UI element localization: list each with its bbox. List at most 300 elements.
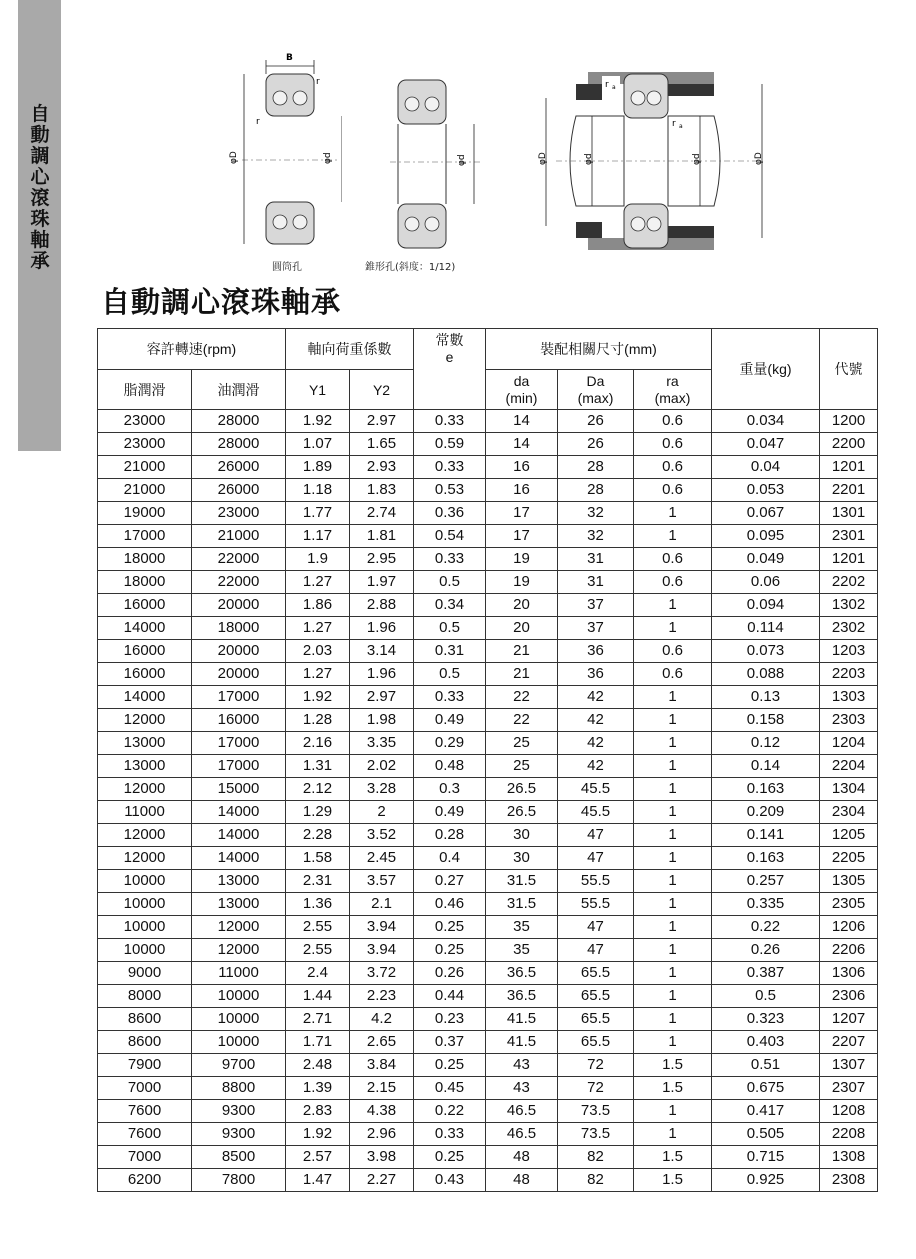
cell-oil: 12000 bbox=[192, 916, 286, 939]
header-constant-label: 常數 bbox=[435, 332, 464, 348]
cell-code: 1303 bbox=[820, 686, 878, 709]
cell-grease: 21000 bbox=[98, 456, 192, 479]
cell-code: 1207 bbox=[820, 1008, 878, 1031]
cell-da-min: 17 bbox=[486, 525, 558, 548]
table-row bbox=[98, 1146, 878, 1169]
cell-Da-max: 72 bbox=[558, 1077, 634, 1100]
table-row bbox=[98, 640, 878, 663]
cell-grease: 18000 bbox=[98, 548, 192, 571]
cell-ra-max: 1 bbox=[634, 709, 712, 732]
cell-grease: 13000 bbox=[98, 732, 192, 755]
cell-e: 0.25 bbox=[414, 1146, 486, 1169]
cell-y2: 3.94 bbox=[350, 916, 414, 939]
cell-grease: 10000 bbox=[98, 870, 192, 893]
cell-ra-max: 0.6 bbox=[634, 548, 712, 571]
cell-e: 0.29 bbox=[414, 732, 486, 755]
cell-grease: 10000 bbox=[98, 916, 192, 939]
cell-weight: 0.715 bbox=[712, 1146, 820, 1169]
cell-e: 0.45 bbox=[414, 1077, 486, 1100]
cell-oil: 28000 bbox=[192, 433, 286, 456]
cell-Da-max: 65.5 bbox=[558, 1031, 634, 1054]
cell-da-min: 22 bbox=[486, 709, 558, 732]
cell-y1: 2.55 bbox=[286, 916, 350, 939]
cell-grease: 19000 bbox=[98, 502, 192, 525]
table-row bbox=[98, 985, 878, 1008]
header-weight: 重量(kg) bbox=[712, 329, 820, 410]
cell-e: 0.33 bbox=[414, 686, 486, 709]
header-mounting-group: 裝配相關尺寸(mm) bbox=[486, 329, 712, 370]
cell-weight: 0.13 bbox=[712, 686, 820, 709]
cell-code: 2203 bbox=[820, 663, 878, 686]
cell-code: 1201 bbox=[820, 548, 878, 571]
cell-weight: 0.049 bbox=[712, 548, 820, 571]
cell-y2: 2.02 bbox=[350, 755, 414, 778]
table-row bbox=[98, 916, 878, 939]
cell-ra-max: 1 bbox=[634, 502, 712, 525]
cell-da-min: 19 bbox=[486, 548, 558, 571]
table-row bbox=[98, 1054, 878, 1077]
cell-y2: 3.98 bbox=[350, 1146, 414, 1169]
cell-weight: 0.073 bbox=[712, 640, 820, 663]
header-da bbox=[486, 370, 558, 410]
header-axial-load-group: 軸向荷重係數 bbox=[286, 329, 414, 370]
cell-grease: 8600 bbox=[98, 1031, 192, 1054]
cell-e: 0.33 bbox=[414, 410, 486, 433]
cell-Da-max: 72 bbox=[558, 1054, 634, 1077]
cell-Da-max: 82 bbox=[558, 1146, 634, 1169]
cell-oil: 28000 bbox=[192, 410, 286, 433]
cell-oil: 9300 bbox=[192, 1100, 286, 1123]
cell-Da-max: 32 bbox=[558, 525, 634, 548]
cell-weight: 0.22 bbox=[712, 916, 820, 939]
cell-e: 0.5 bbox=[414, 571, 486, 594]
cell-e: 0.49 bbox=[414, 709, 486, 732]
label-ra-top: r bbox=[605, 80, 609, 90]
cell-oil: 11000 bbox=[192, 962, 286, 985]
cell-y1: 1.27 bbox=[286, 571, 350, 594]
cell-oil: 17000 bbox=[192, 686, 286, 709]
cell-Da-max: 47 bbox=[558, 847, 634, 870]
cell-y1: 1.92 bbox=[286, 410, 350, 433]
cell-da-min: 41.5 bbox=[486, 1008, 558, 1031]
cell-code: 1307 bbox=[820, 1054, 878, 1077]
cell-e: 0.36 bbox=[414, 502, 486, 525]
label-phi-d-outer: φD bbox=[229, 151, 239, 164]
cell-ra-max: 1 bbox=[634, 893, 712, 916]
cell-y1: 2.48 bbox=[286, 1054, 350, 1077]
cell-y1: 1.9 bbox=[286, 548, 350, 571]
header-constant-e: e bbox=[445, 349, 454, 365]
cell-ra-max: 1 bbox=[634, 1031, 712, 1054]
cell-y2: 3.28 bbox=[350, 778, 414, 801]
cell-y2: 3.14 bbox=[350, 640, 414, 663]
cell-y2: 2.45 bbox=[350, 847, 414, 870]
cell-ra-max: 0.6 bbox=[634, 456, 712, 479]
table-row bbox=[98, 1077, 878, 1100]
cell-grease: 23000 bbox=[98, 433, 192, 456]
table-row bbox=[98, 686, 878, 709]
cell-weight: 0.163 bbox=[712, 778, 820, 801]
cell-oil: 17000 bbox=[192, 755, 286, 778]
cell-da-min: 25 bbox=[486, 732, 558, 755]
cell-code: 1208 bbox=[820, 1100, 878, 1123]
cell-y2: 2.65 bbox=[350, 1031, 414, 1054]
table-row bbox=[98, 594, 878, 617]
table-row bbox=[98, 410, 878, 433]
cell-oil: 16000 bbox=[192, 709, 286, 732]
cell-y1: 2.12 bbox=[286, 778, 350, 801]
cell-Da-max: 31 bbox=[558, 571, 634, 594]
cell-code: 2302 bbox=[820, 617, 878, 640]
label-ra-right: r bbox=[672, 119, 676, 129]
cell-Da-max: 42 bbox=[558, 755, 634, 778]
cell-y2: 1.97 bbox=[350, 571, 414, 594]
cell-y2: 3.72 bbox=[350, 962, 414, 985]
cell-Da-max: 55.5 bbox=[558, 893, 634, 916]
cell-Da-max: 37 bbox=[558, 617, 634, 640]
cell-code: 2200 bbox=[820, 433, 878, 456]
cell-ra-max: 1 bbox=[634, 732, 712, 755]
header-ra-sub: (max) bbox=[654, 389, 691, 406]
cell-oil: 9700 bbox=[192, 1054, 286, 1077]
table-row bbox=[98, 663, 878, 686]
cell-weight: 0.257 bbox=[712, 870, 820, 893]
cell-y2: 3.84 bbox=[350, 1054, 414, 1077]
cell-da-min: 16 bbox=[486, 456, 558, 479]
cell-oil: 7800 bbox=[192, 1169, 286, 1192]
cell-e: 0.5 bbox=[414, 617, 486, 640]
cell-da-min: 21 bbox=[486, 640, 558, 663]
cell-Da-max: 28 bbox=[558, 479, 634, 502]
header-ra bbox=[634, 370, 712, 410]
cell-code: 1200 bbox=[820, 410, 878, 433]
cell-grease: 6200 bbox=[98, 1169, 192, 1192]
cell-grease: 7000 bbox=[98, 1077, 192, 1100]
cell-code: 2201 bbox=[820, 479, 878, 502]
cell-y1: 1.39 bbox=[286, 1077, 350, 1100]
table-row bbox=[98, 824, 878, 847]
cell-grease: 7600 bbox=[98, 1123, 192, 1146]
cell-y2: 2.96 bbox=[350, 1123, 414, 1146]
cell-y2: 2.27 bbox=[350, 1169, 414, 1192]
header-code: 代號 bbox=[820, 329, 878, 410]
cell-grease: 10000 bbox=[98, 939, 192, 962]
cell-weight: 0.067 bbox=[712, 502, 820, 525]
cell-e: 0.49 bbox=[414, 801, 486, 824]
cell-y2: 3.52 bbox=[350, 824, 414, 847]
cell-y1: 1.18 bbox=[286, 479, 350, 502]
cell-weight: 0.158 bbox=[712, 709, 820, 732]
cell-da-min: 26.5 bbox=[486, 778, 558, 801]
cell-da-min: 22 bbox=[486, 686, 558, 709]
table-row bbox=[98, 732, 878, 755]
cell-Da-max: 42 bbox=[558, 686, 634, 709]
cell-e: 0.37 bbox=[414, 1031, 486, 1054]
cell-ra-max: 1.5 bbox=[634, 1077, 712, 1100]
cell-da-min: 14 bbox=[486, 410, 558, 433]
cell-Da-max: 32 bbox=[558, 502, 634, 525]
cell-y1: 2.03 bbox=[286, 640, 350, 663]
label-phi-da-outer-left: φD bbox=[538, 152, 548, 165]
tapered-bore-diagram bbox=[390, 78, 480, 250]
page-title: 自動調心滾珠軸承 bbox=[101, 285, 342, 319]
cell-ra-max: 1 bbox=[634, 962, 712, 985]
table-row bbox=[98, 433, 878, 456]
cell-Da-max: 47 bbox=[558, 916, 634, 939]
cell-y2: 1.65 bbox=[350, 433, 414, 456]
cell-ra-max: 1 bbox=[634, 755, 712, 778]
cell-y1: 1.27 bbox=[286, 617, 350, 640]
cell-ra-max: 1 bbox=[634, 1008, 712, 1031]
cell-grease: 7000 bbox=[98, 1146, 192, 1169]
cell-y1: 1.31 bbox=[286, 755, 350, 778]
cell-Da-max: 55.5 bbox=[558, 870, 634, 893]
cell-da-min: 35 bbox=[486, 939, 558, 962]
cell-ra-max: 1 bbox=[634, 594, 712, 617]
cell-Da-max: 37 bbox=[558, 594, 634, 617]
cell-ra-max: 1 bbox=[634, 824, 712, 847]
label-ra-right-sub: a bbox=[679, 123, 683, 130]
cell-weight: 0.417 bbox=[712, 1100, 820, 1123]
cell-grease: 11000 bbox=[98, 801, 192, 824]
cell-code: 2304 bbox=[820, 801, 878, 824]
cell-weight: 0.047 bbox=[712, 433, 820, 456]
cell-weight: 0.14 bbox=[712, 755, 820, 778]
cell-da-min: 36.5 bbox=[486, 962, 558, 985]
cell-weight: 0.141 bbox=[712, 824, 820, 847]
cell-da-min: 43 bbox=[486, 1077, 558, 1100]
cell-y1: 2.57 bbox=[286, 1146, 350, 1169]
cell-ra-max: 1 bbox=[634, 525, 712, 548]
cell-da-min: 30 bbox=[486, 824, 558, 847]
cell-oil: 26000 bbox=[192, 479, 286, 502]
cell-code: 1304 bbox=[820, 778, 878, 801]
cell-e: 0.33 bbox=[414, 548, 486, 571]
label-phi-da-shaft: φd bbox=[584, 153, 594, 165]
cell-code: 2301 bbox=[820, 525, 878, 548]
cell-ra-max: 1 bbox=[634, 801, 712, 824]
cell-weight: 0.505 bbox=[712, 1123, 820, 1146]
cell-grease: 21000 bbox=[98, 479, 192, 502]
cell-y1: 1.71 bbox=[286, 1031, 350, 1054]
cell-grease: 13000 bbox=[98, 755, 192, 778]
cell-oil: 23000 bbox=[192, 502, 286, 525]
cell-y1: 1.28 bbox=[286, 709, 350, 732]
table-row bbox=[98, 847, 878, 870]
cell-code: 2208 bbox=[820, 1123, 878, 1146]
cell-code: 2202 bbox=[820, 571, 878, 594]
cell-Da-max: 42 bbox=[558, 732, 634, 755]
cell-code: 2305 bbox=[820, 893, 878, 916]
cell-code: 1206 bbox=[820, 916, 878, 939]
cell-oil: 14000 bbox=[192, 801, 286, 824]
cell-y2: 1.81 bbox=[350, 525, 414, 548]
cell-y2: 2.15 bbox=[350, 1077, 414, 1100]
cell-weight: 0.088 bbox=[712, 663, 820, 686]
mounting-dimension-diagram bbox=[526, 70, 778, 252]
label-b: B bbox=[286, 53, 293, 63]
cell-y1: 2.55 bbox=[286, 939, 350, 962]
cell-e: 0.43 bbox=[414, 1169, 486, 1192]
cell-oil: 10000 bbox=[192, 1031, 286, 1054]
cell-code: 1302 bbox=[820, 594, 878, 617]
cell-y2: 3.94 bbox=[350, 939, 414, 962]
cell-da-min: 48 bbox=[486, 1146, 558, 1169]
cell-y1: 1.27 bbox=[286, 663, 350, 686]
cell-y1: 2.83 bbox=[286, 1100, 350, 1123]
table-row bbox=[98, 548, 878, 571]
cell-da-min: 35 bbox=[486, 916, 558, 939]
header-constant bbox=[414, 329, 486, 410]
cell-e: 0.25 bbox=[414, 1054, 486, 1077]
cell-weight: 0.925 bbox=[712, 1169, 820, 1192]
table-row bbox=[98, 1031, 878, 1054]
caption-tapered-bore: 錐形孔(斜度：1/12) bbox=[365, 262, 456, 273]
cell-y1: 2.16 bbox=[286, 732, 350, 755]
cell-grease: 12000 bbox=[98, 824, 192, 847]
cell-y1: 1.44 bbox=[286, 985, 350, 1008]
cell-e: 0.31 bbox=[414, 640, 486, 663]
cell-da-min: 43 bbox=[486, 1054, 558, 1077]
cell-grease: 12000 bbox=[98, 778, 192, 801]
cell-Da-max: 45.5 bbox=[558, 801, 634, 824]
cell-grease: 12000 bbox=[98, 709, 192, 732]
cell-da-min: 26.5 bbox=[486, 801, 558, 824]
cell-y1: 1.86 bbox=[286, 594, 350, 617]
cell-y2: 1.96 bbox=[350, 617, 414, 640]
cell-e: 0.25 bbox=[414, 916, 486, 939]
cell-e: 0.44 bbox=[414, 985, 486, 1008]
cell-weight: 0.163 bbox=[712, 847, 820, 870]
cell-e: 0.33 bbox=[414, 456, 486, 479]
cell-oil: 15000 bbox=[192, 778, 286, 801]
cell-da-min: 36.5 bbox=[486, 985, 558, 1008]
label-phi-d-inner: φd bbox=[323, 152, 333, 164]
cell-e: 0.54 bbox=[414, 525, 486, 548]
cell-oil: 22000 bbox=[192, 571, 286, 594]
cell-weight: 0.034 bbox=[712, 410, 820, 433]
cell-Da-max: 47 bbox=[558, 824, 634, 847]
header-Da bbox=[558, 370, 634, 410]
cell-code: 1205 bbox=[820, 824, 878, 847]
caption-cylindrical-bore: 圓筒孔 bbox=[272, 262, 302, 273]
cell-oil: 22000 bbox=[192, 548, 286, 571]
cell-ra-max: 1 bbox=[634, 778, 712, 801]
cell-code: 1204 bbox=[820, 732, 878, 755]
cell-ra-max: 1 bbox=[634, 1123, 712, 1146]
cell-Da-max: 26 bbox=[558, 410, 634, 433]
cell-y1: 1.29 bbox=[286, 801, 350, 824]
cell-weight: 0.094 bbox=[712, 594, 820, 617]
cell-e: 0.4 bbox=[414, 847, 486, 870]
cell-Da-max: 82 bbox=[558, 1169, 634, 1192]
cell-oil: 17000 bbox=[192, 732, 286, 755]
cell-Da-max: 73.5 bbox=[558, 1100, 634, 1123]
cell-grease: 12000 bbox=[98, 847, 192, 870]
cell-e: 0.59 bbox=[414, 433, 486, 456]
table-row bbox=[98, 1008, 878, 1031]
table-row bbox=[98, 962, 878, 985]
cell-ra-max: 1 bbox=[634, 985, 712, 1008]
cell-e: 0.5 bbox=[414, 663, 486, 686]
cell-y2: 2.88 bbox=[350, 594, 414, 617]
cell-da-min: 46.5 bbox=[486, 1123, 558, 1146]
cell-ra-max: 1 bbox=[634, 1100, 712, 1123]
cell-y1: 1.92 bbox=[286, 686, 350, 709]
cell-Da-max: 47 bbox=[558, 939, 634, 962]
cell-y2: 2.23 bbox=[350, 985, 414, 1008]
cell-e: 0.3 bbox=[414, 778, 486, 801]
header-ra-label: ra bbox=[666, 372, 679, 389]
header-da-sub: (min) bbox=[505, 389, 538, 406]
cell-code: 1306 bbox=[820, 962, 878, 985]
cell-weight: 0.06 bbox=[712, 571, 820, 594]
cell-weight: 0.675 bbox=[712, 1077, 820, 1100]
cell-oil: 13000 bbox=[192, 870, 286, 893]
cell-weight: 0.323 bbox=[712, 1008, 820, 1031]
cell-ra-max: 1 bbox=[634, 686, 712, 709]
table-row bbox=[98, 525, 878, 548]
cell-oil: 26000 bbox=[192, 456, 286, 479]
cell-y2: 2.97 bbox=[350, 410, 414, 433]
cell-weight: 0.51 bbox=[712, 1054, 820, 1077]
cell-da-min: 31.5 bbox=[486, 870, 558, 893]
table-row bbox=[98, 571, 878, 594]
cell-oil: 20000 bbox=[192, 663, 286, 686]
cell-Da-max: 36 bbox=[558, 663, 634, 686]
cell-grease: 16000 bbox=[98, 663, 192, 686]
table-row bbox=[98, 893, 878, 916]
cell-weight: 0.387 bbox=[712, 962, 820, 985]
cell-da-min: 19 bbox=[486, 571, 558, 594]
cell-oil: 14000 bbox=[192, 824, 286, 847]
cell-oil: 8800 bbox=[192, 1077, 286, 1100]
cell-ra-max: 1.5 bbox=[634, 1054, 712, 1077]
cell-Da-max: 65.5 bbox=[558, 1008, 634, 1031]
cell-e: 0.22 bbox=[414, 1100, 486, 1123]
cell-oil: 9300 bbox=[192, 1123, 286, 1146]
cell-grease: 8000 bbox=[98, 985, 192, 1008]
header-da-label: da bbox=[513, 372, 530, 389]
cell-Da-max: 26 bbox=[558, 433, 634, 456]
label-phi-d-tapered: φd bbox=[457, 154, 467, 166]
cell-e: 0.27 bbox=[414, 870, 486, 893]
cell-y1: 1.07 bbox=[286, 433, 350, 456]
cell-ra-max: 0.6 bbox=[634, 410, 712, 433]
cell-code: 2303 bbox=[820, 709, 878, 732]
cell-ra-max: 1 bbox=[634, 847, 712, 870]
cell-weight: 0.114 bbox=[712, 617, 820, 640]
cell-e: 0.53 bbox=[414, 479, 486, 502]
cell-da-min: 21 bbox=[486, 663, 558, 686]
cell-ra-max: 0.6 bbox=[634, 571, 712, 594]
cell-oil: 10000 bbox=[192, 985, 286, 1008]
cell-y2: 2.95 bbox=[350, 548, 414, 571]
cell-weight: 0.095 bbox=[712, 525, 820, 548]
cell-code: 2204 bbox=[820, 755, 878, 778]
cell-y1: 1.17 bbox=[286, 525, 350, 548]
label-r-top: r bbox=[316, 77, 320, 87]
cell-ra-max: 0.6 bbox=[634, 479, 712, 502]
header-grease: 脂潤滑 bbox=[98, 370, 192, 410]
cylindrical-bore-diagram bbox=[222, 46, 342, 252]
cell-grease: 23000 bbox=[98, 410, 192, 433]
cell-e: 0.26 bbox=[414, 962, 486, 985]
cell-weight: 0.26 bbox=[712, 939, 820, 962]
cell-da-min: 14 bbox=[486, 433, 558, 456]
table-row bbox=[98, 801, 878, 824]
cell-code: 2205 bbox=[820, 847, 878, 870]
